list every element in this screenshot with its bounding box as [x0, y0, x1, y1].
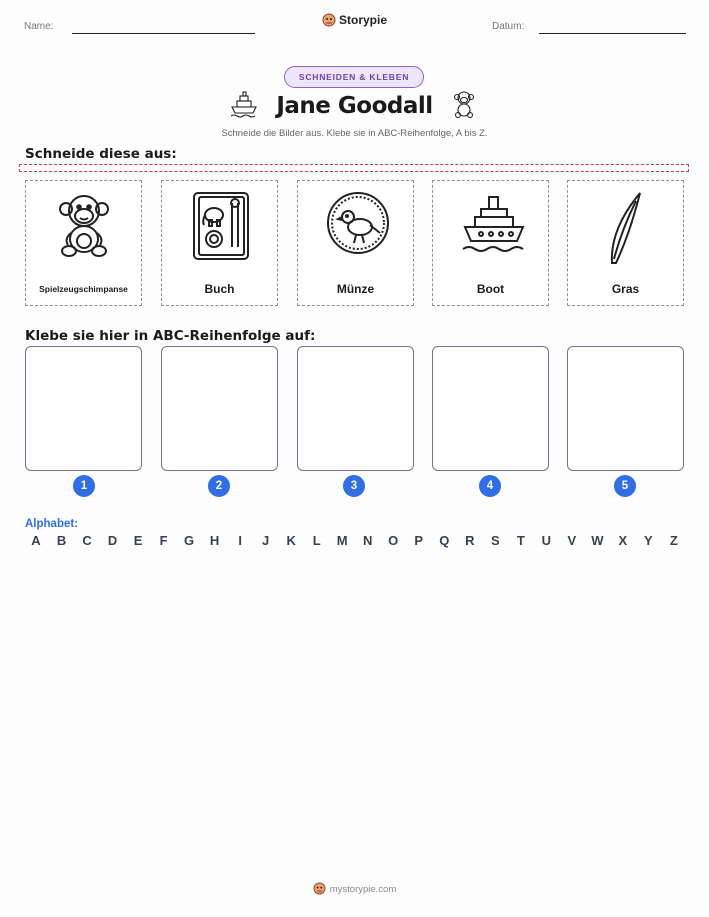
slot-number-2: 2: [208, 475, 230, 497]
paste-slot-3[interactable]: [297, 346, 414, 471]
alphabet-letter: M: [336, 533, 348, 548]
footer: [0, 882, 709, 898]
slot-number-3: 3: [343, 475, 365, 497]
date-line[interactable]: [539, 33, 686, 34]
paste-slot-5[interactable]: [567, 346, 684, 471]
alphabet-letter: I: [238, 533, 242, 548]
slot-number-5: 5: [614, 475, 636, 497]
alphabet-title: Alphabet:: [25, 518, 79, 530]
alphabet-letter: V: [567, 533, 577, 548]
alphabet-letter: N: [363, 533, 373, 548]
alphabet-letter: H: [209, 533, 220, 548]
alphabet-letter: O: [388, 533, 399, 548]
alphabet-letter: D: [107, 533, 118, 548]
alphabet-letter: B: [56, 533, 67, 548]
footer-link[interactable]: mystorypie.com: [329, 884, 397, 895]
alphabet-letter: G: [184, 533, 195, 548]
alphabet-row: [25, 533, 685, 548]
slot-number-4: 4: [479, 475, 501, 497]
cut-section-title: Schneide diese aus:: [25, 146, 177, 162]
alphabet-letter: F: [159, 533, 168, 548]
alphabet-letter: U: [541, 533, 551, 548]
alphabet-letter: X: [618, 533, 628, 548]
instructions: Schneide die Bilder aus. Klebe sie in ABC-Reihenfolge, A bis Z.: [221, 128, 488, 139]
cut-card-book[interactable]: [161, 180, 278, 306]
alphabet-letter: Y: [644, 533, 653, 548]
card-label: Boot: [476, 282, 505, 296]
card-label: Spielzeugschimpanse: [39, 284, 128, 294]
paste-slot-2[interactable]: [161, 346, 278, 471]
cut-card-coin[interactable]: [297, 180, 414, 306]
name-line[interactable]: [72, 33, 255, 34]
cut-card-grass[interactable]: [567, 180, 684, 306]
name-label: Name:: [24, 21, 54, 32]
cut-card-boat[interactable]: [432, 180, 549, 306]
paste-slot-1[interactable]: [25, 346, 142, 471]
paste-slot-4[interactable]: [432, 346, 549, 471]
toy-chimpanzee-icon: [452, 90, 476, 123]
paste-section-title: Klebe sie hier in ABC-Reihenfolge auf:: [25, 328, 316, 344]
storypie-logo-icon: [322, 13, 336, 30]
page-title: Jane Goodall: [276, 93, 433, 119]
date-label: Datum:: [492, 21, 525, 32]
card-label: Gras: [611, 282, 640, 296]
storypie-logo-icon: [313, 882, 326, 898]
alphabet-letter: T: [516, 533, 525, 548]
alphabet-letter: W: [591, 533, 604, 548]
alphabet-letter: J: [262, 533, 270, 548]
activity-badge: SCHNEIDEN & KLEBEN: [284, 66, 424, 88]
alphabet-letter: K: [286, 533, 296, 548]
cut-line: [19, 164, 689, 172]
brand-name: Storypie: [338, 13, 387, 27]
alphabet-letter: S: [490, 533, 500, 548]
slot-number-1: 1: [73, 475, 95, 497]
brand: [0, 13, 709, 30]
alphabet-letter: A: [31, 533, 41, 548]
alphabet-letter: L: [312, 533, 321, 548]
alphabet-letter: R: [465, 533, 475, 548]
alphabet-letter: P: [414, 533, 424, 548]
alphabet-letter: E: [133, 533, 143, 548]
card-label: Buch: [204, 282, 235, 296]
alphabet-letter: Z: [669, 533, 678, 548]
alphabet-letter: Q: [439, 533, 450, 548]
alphabet-letter: C: [82, 533, 92, 548]
cut-card-toy-chimpanzee[interactable]: [25, 180, 142, 306]
card-label: Münze: [336, 282, 375, 296]
